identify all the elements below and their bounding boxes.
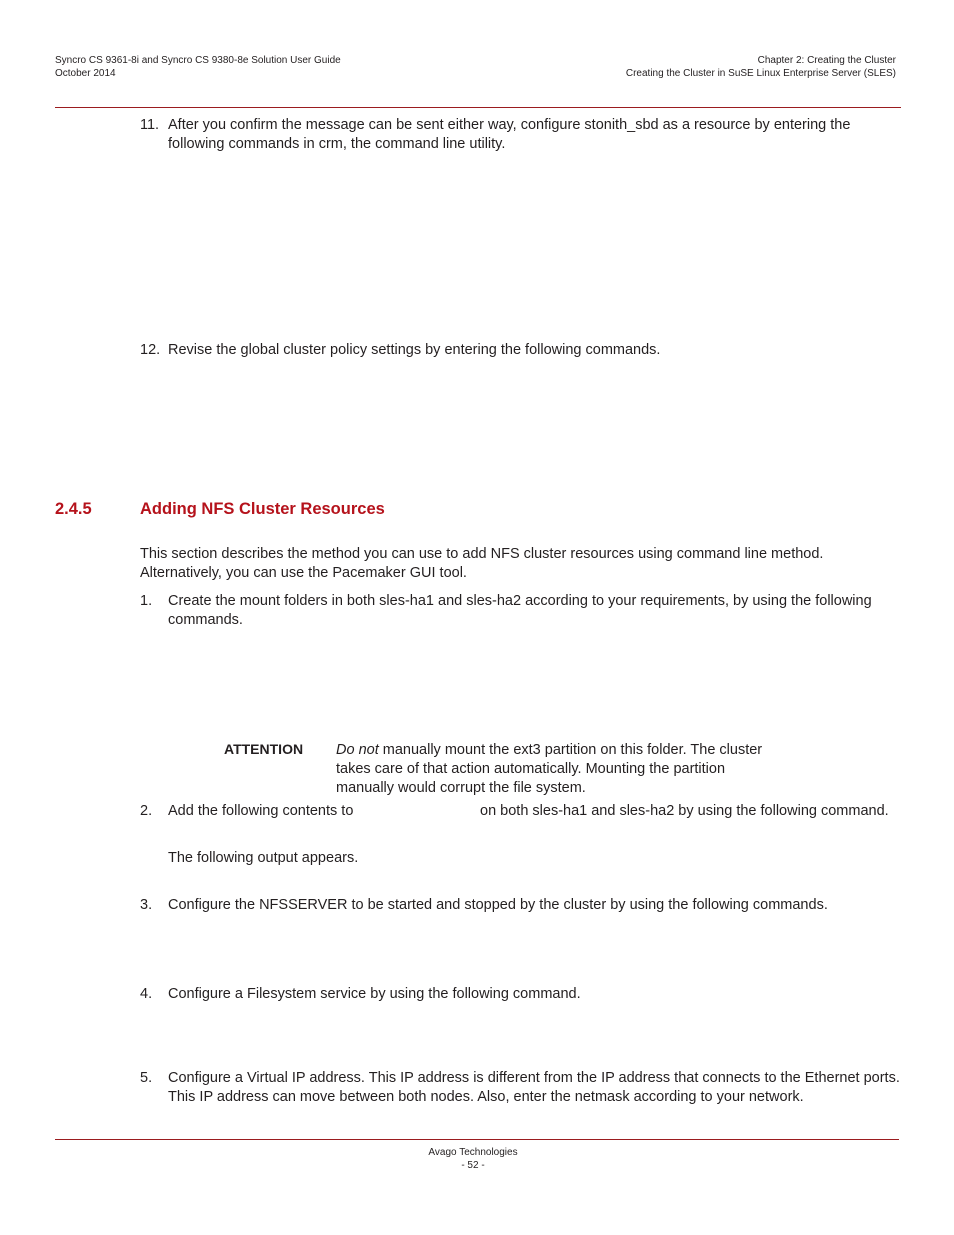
attention-line: takes care of that action automatically. Mounting the partition [336, 761, 726, 777]
step-number: 11. [140, 117, 160, 133]
page-footer [0, 1146, 946, 1172]
intro-line: This section describes the method you can use to add NFS cluster resources using command line method. [140, 546, 824, 562]
page-header-left [55, 54, 341, 80]
chapter-section: Creating the Cluster in SuSE Linux Enterprise Server (SLES) [625, 68, 896, 79]
step-text-line: Configure a Filesystem service by using the following command. [168, 986, 581, 1002]
step-text-line: Configure the NFSSERVER to be started and stopped by the cluster by using the following commands. [168, 897, 828, 913]
section-number: 2.4.5 [55, 500, 92, 518]
document-date: October 2014 [55, 68, 116, 79]
step-number: 2. [140, 803, 153, 819]
step-number: 5. [140, 1070, 153, 1086]
step-text-line: commands. [168, 611, 243, 628]
section-title: Adding NFS Cluster Resources [140, 500, 385, 518]
step-text-line: following commands in crm, the command line utility. [168, 135, 506, 152]
step-number: 12. [140, 342, 161, 358]
step-text-line: This IP address can move between both nodes. Also, enter the netmask according to your network. [168, 1088, 804, 1105]
chapter-title: Chapter 2: Creating the Cluster [757, 55, 896, 66]
attention-line-rest: manually mount the ext3 partition on this folder. The cluster [378, 742, 763, 758]
step-number: 3. [140, 897, 153, 913]
footer-divider [55, 1139, 899, 1140]
step-text-line: Create the mount folders in both sles-ha1 and sles-ha2 according to your requirements, by using the following [168, 593, 872, 609]
step-number: 1. [140, 593, 153, 609]
step-text-line: After you confirm the message can be sent either way, configure stonith_sbd as a resource by entering the [168, 117, 851, 133]
page-number: - 52 - [461, 1160, 485, 1171]
step-text-line: Configure a Virtual IP address. This IP address is different from the IP address that connects to the Ethernet ports. [168, 1070, 900, 1086]
page-header-right [626, 54, 896, 80]
step-number: 4. [140, 986, 153, 1002]
output-note: The following output appears. [168, 850, 359, 866]
intro-line: Alternatively, you can use the Pacemaker GUI tool. [140, 564, 467, 581]
document-title: Syncro CS 9361-8i and Syncro CS 9380-8e Solution User Guide [55, 55, 341, 66]
attention-label: ATTENTION [224, 741, 304, 757]
footer-company: Avago Technologies [428, 1147, 518, 1158]
section-intro [140, 545, 900, 582]
step-text-line: Revise the global cluster policy settings by entering the following commands. [168, 342, 661, 358]
step-text-end: on both sles-ha1 and sles-ha2 by using the following command. [480, 803, 889, 819]
attention-emphasis: Do not [336, 742, 379, 758]
header-divider [55, 107, 901, 108]
attention-line: manually would corrupt the file system. [336, 780, 586, 796]
attention-line [336, 741, 796, 760]
step-text-start: Add the following contents to [168, 803, 354, 819]
attention-text [336, 741, 796, 798]
